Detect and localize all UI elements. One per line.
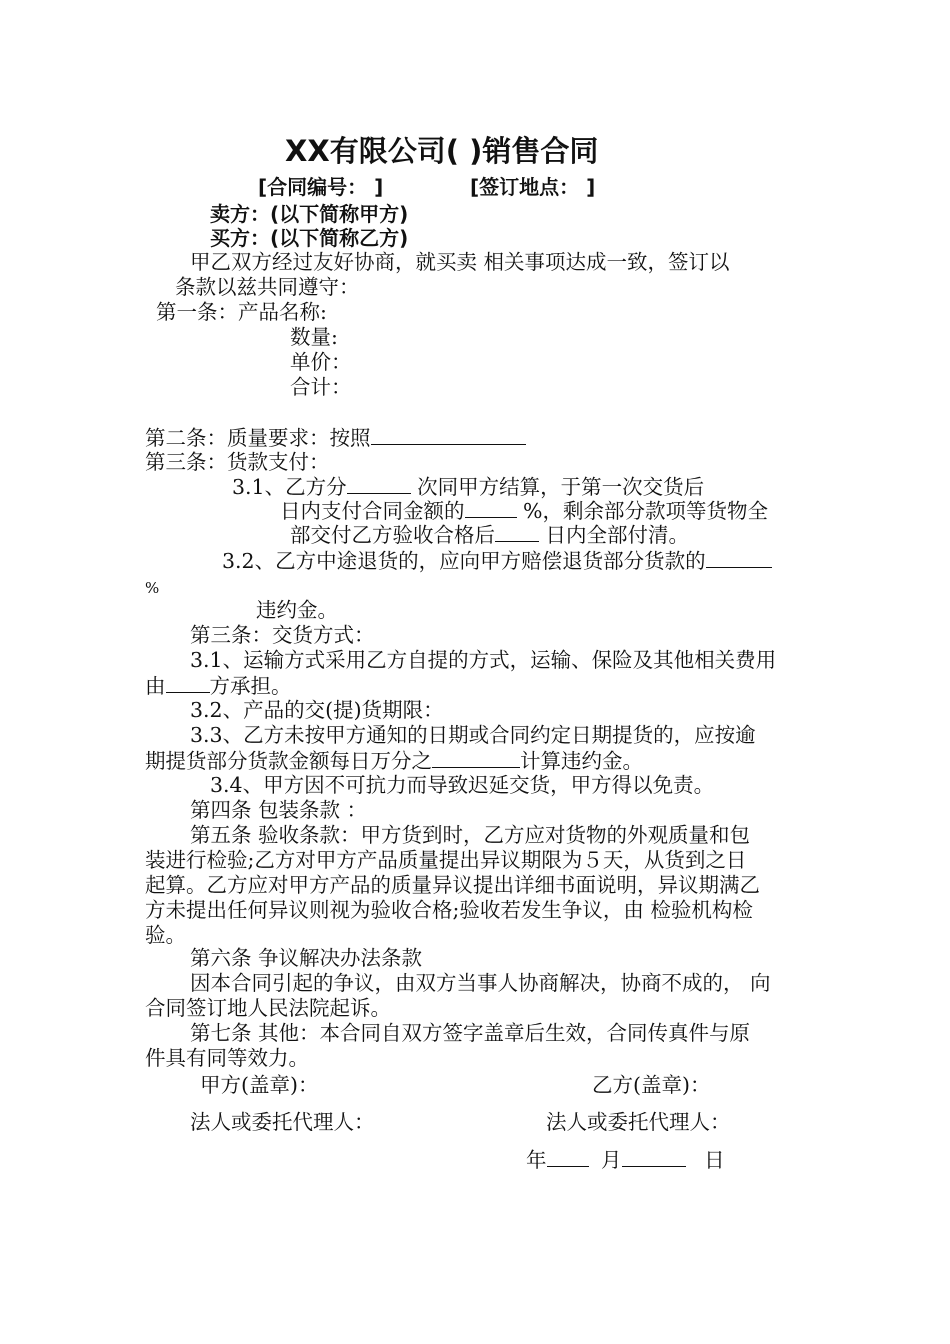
buyer-line: 买方：(以下简称乙方) bbox=[210, 226, 409, 250]
article-3-heading: 第三条：货款支付： bbox=[145, 450, 330, 474]
article-5-line-2: 装进行检验;乙方对甲方产品质量提出异议期限为５天，从货到之日 bbox=[145, 848, 747, 872]
delivery-3-1-line-1: 3.1、运输方式采用乙方自提的方式，运输、保险及其他相关费用 bbox=[190, 648, 777, 672]
delivery-article-heading: 第三条：交货方式： bbox=[190, 623, 375, 647]
refund-percent-blank bbox=[706, 548, 772, 568]
article-1-unit-price: 单价： bbox=[290, 350, 352, 374]
article-1-total: 合计： bbox=[290, 375, 352, 399]
article-6-heading: 第六条 争议解决办法条款 bbox=[190, 946, 423, 970]
intro-line-1: 甲乙双方经过友好协商，就买卖 相关事项达成一致，签订以 bbox=[190, 250, 730, 274]
delivery-3-1-line-2: 由 方承担。 bbox=[145, 674, 292, 698]
article-3-1-line-2: 日内支付合同金额的 %，剩余部分款项等货物全 bbox=[280, 499, 768, 523]
page-title: XX有限公司( )销售合同 bbox=[285, 134, 599, 168]
year-blank bbox=[547, 1147, 589, 1167]
contract-number-field: [合同编号： ] bbox=[258, 175, 384, 199]
month-blank bbox=[622, 1147, 686, 1167]
article-5-line-5: 验。 bbox=[145, 923, 186, 947]
article-5-line-4: 方未提出任何异议则视为验收合格;验收若发生争议，由 检验机构检 bbox=[145, 898, 753, 922]
article-3-1-line-3: 部交付乙方验收合格后 日内全部付清。 bbox=[290, 523, 690, 547]
delivery-3-3-line-1: 3.3、乙方未按甲方通知的日期或合同约定日期提货的，应按逾 bbox=[190, 723, 756, 747]
article-2-text: 第二条：质量要求：按照 bbox=[145, 426, 371, 450]
article-1-quantity: 数量: bbox=[290, 325, 338, 349]
article-3-2-percent: % bbox=[145, 579, 160, 597]
day-label: 日 bbox=[704, 1148, 725, 1172]
article-7-line-2: 件具有同等效力。 bbox=[145, 1046, 309, 1070]
article-1-heading: 第一条：产品名称: bbox=[156, 300, 327, 324]
article-3-1-line-1: 3.1、乙方分 次同甲方结算，于第一次交货后 bbox=[232, 475, 705, 499]
article-4: 第四条 包装条款 ： bbox=[190, 798, 368, 822]
party-a-agent: 法人或委托代理人： bbox=[190, 1110, 375, 1134]
cost-bearer-blank bbox=[166, 673, 210, 693]
article-5-line-1: 第五条 验收条款：甲方货到时，乙方应对货物的外观质量和包 bbox=[190, 823, 751, 847]
article-3-2-line-2: 违约金。 bbox=[256, 598, 338, 622]
percent-blank bbox=[465, 498, 517, 518]
penalty-rate-blank bbox=[432, 748, 520, 768]
article-3-2-line-1: 3.2、乙方中途退货的，应向甲方赔偿退货部分货款的 bbox=[222, 548, 772, 573]
year-label: 年 bbox=[526, 1148, 547, 1172]
signing-place-field: [签订地点： ] bbox=[470, 175, 596, 199]
party-b-agent: 法人或委托代理人： bbox=[546, 1110, 731, 1134]
delivery-3-4: 3.4、甲方因不可抗力而导致迟延交货，甲方得以免责。 bbox=[210, 773, 715, 797]
article-7-line-1: 第七条 其他：本合同自双方签字盖章后生效，合同传真件与原 bbox=[190, 1021, 751, 1045]
installments-blank bbox=[347, 474, 411, 494]
date-line bbox=[526, 1147, 725, 1172]
seller-line: 卖方：(以下简称甲方) bbox=[210, 202, 409, 226]
delivery-3-3-line-2: 期提货部分货款金额每日万分之 计算违约金。 bbox=[145, 749, 643, 773]
party-b-seal: 乙方(盖章)： bbox=[592, 1073, 711, 1097]
quality-standard-blank bbox=[371, 425, 526, 445]
article-6-line-1: 因本合同引起的争议，由双方当事人协商解决，协商不成的， 向 bbox=[190, 971, 771, 995]
article-6-line-2: 合同签订地人民法院起诉。 bbox=[145, 996, 391, 1020]
article-2-line bbox=[145, 425, 526, 450]
article-5-line-3: 起算。乙方应对甲方产品的质量异议提出详细书面说明，异议期满乙 bbox=[145, 873, 760, 897]
month-label: 月 bbox=[601, 1148, 622, 1172]
days-blank bbox=[495, 522, 539, 542]
party-a-seal: 甲方(盖章)： bbox=[200, 1073, 319, 1097]
intro-line-2: 条款以兹共同遵守： bbox=[175, 275, 360, 299]
delivery-3-2: 3.2、产品的交(提)货期限： bbox=[190, 698, 444, 722]
